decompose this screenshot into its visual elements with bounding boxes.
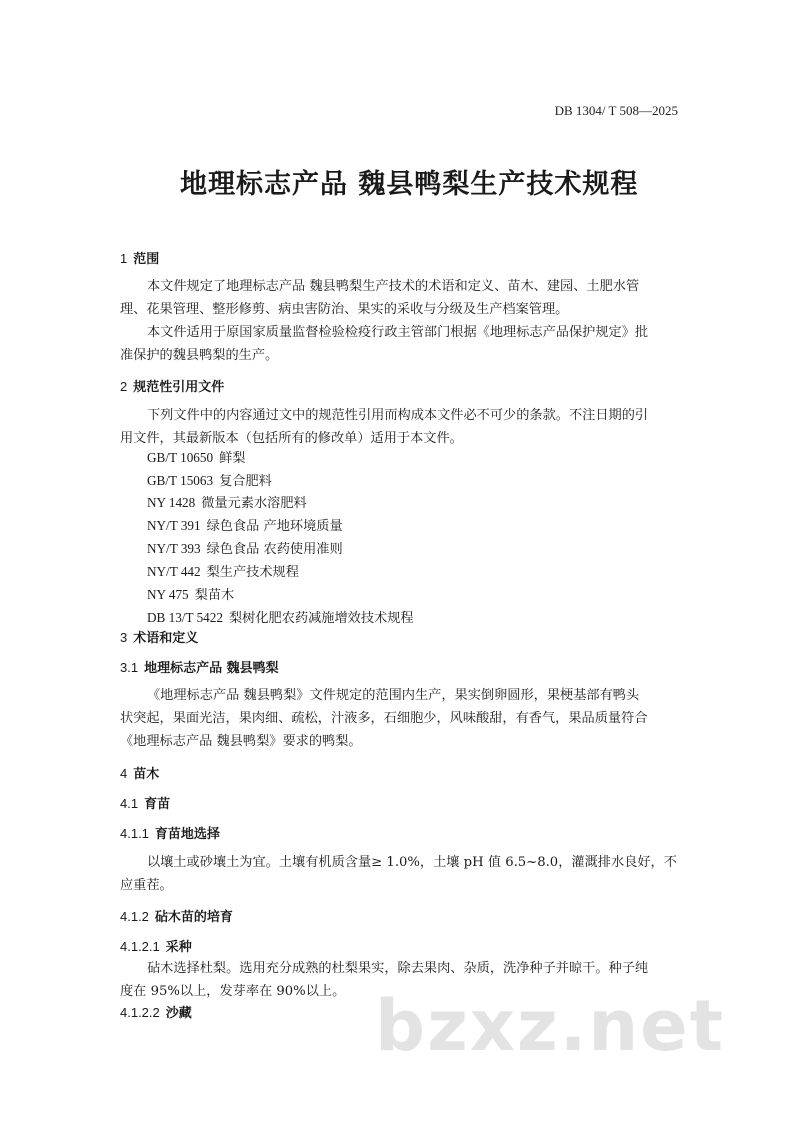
reference-item: NY/T 442 梨生产技术规程 [147,564,299,580]
section-4-1-2-2-heading: 4.1.2.2 沙藏 [120,1005,192,1021]
document-title: 地理标志产品 魏县鸭梨生产技术规程 [180,169,639,200]
section-4-1-1-heading: 4.1.1 育苗地选择 [120,826,220,842]
section-2-paragraph: 下列文件中的内容通过文中的规范性引用而构成本文件必不可少的条款。不注日期的引 用文件，其最新版本（包括所有的修改单）适用于本文件。 [120,408,649,446]
reference-item: DB 13/T 5422 梨树化肥农药减施增效技术规程 [147,610,414,626]
section-3-heading: 3 术语和定义 [120,630,199,646]
section-1-paragraph-2: 本文件适用于原国家质量监督检验检疫行政主管部门根据《地理标志产品保护规定》批 准保护的魏县鸭梨的生产。 [120,325,649,363]
section-4-1-2-heading: 4.1.2 砧木苗的培育 [120,909,233,925]
section-4-1-heading: 4.1 育苗 [120,796,171,812]
section-4-heading: 4 苗木 [120,766,160,782]
reference-item: NY/T 393 绿色食品 农药使用准则 [147,541,343,557]
reference-item: NY 475 梨苗木 [147,587,235,603]
reference-item: NY 1428 微量元素水溶肥料 [147,495,307,511]
section-1-paragraph-1: 本文件规定了地理标志产品 魏县鸭梨生产技术的术语和定义、苗木、建园、土肥水管 理、花果管理、整形修剪、病虫害防治、果实的采收与分级及生产档案管理。 [120,279,640,317]
section-4-1-1-paragraph: 以壤土或砂壤土为宜。土壤有机质含量≥ 1.0%，土壤 pH 值 6.5~8.0，灌溉排水良好，不 应重茬。 [120,855,677,893]
section-4-1-2-1-paragraph: 砧木选择杜梨。选用充分成熟的杜梨果实，除去果肉、杂质，洗净种子并晾干。种子纯 度在 95%以上，发芽率在 90%以上。 [120,961,649,999]
section-4-1-2-1-heading: 4.1.2.1 采种 [120,939,192,955]
section-2-heading: 2 规范性引用文件 [120,379,225,395]
watermark: bzxz.net [375,985,726,1067]
reference-item: GB/T 10650 鲜梨 [147,450,246,466]
standard-code: DB 1304/ T 508—2025 [554,103,678,118]
reference-item: GB/T 15063 复合肥料 [147,473,272,489]
reference-item: NY/T 391 绿色食品 产地环境质量 [147,518,343,534]
section-1-heading: 1 范围 [120,251,160,267]
section-3-1-heading: 3.1 地理标志产品 魏县鸭梨 [120,660,279,676]
section-3-1-paragraph: 《地理标志产品 魏县鸭梨》文件规定的范围内生产，果实倒卵圆形，果梗基部有鸭头 状突起，果面光洁，果肉细、疏松，汁液多，石细胞少，风味酸甜，有香气，果品质量符合 《地理标志产品 魏县鸭梨》要求的鸭梨。 [120,688,648,749]
